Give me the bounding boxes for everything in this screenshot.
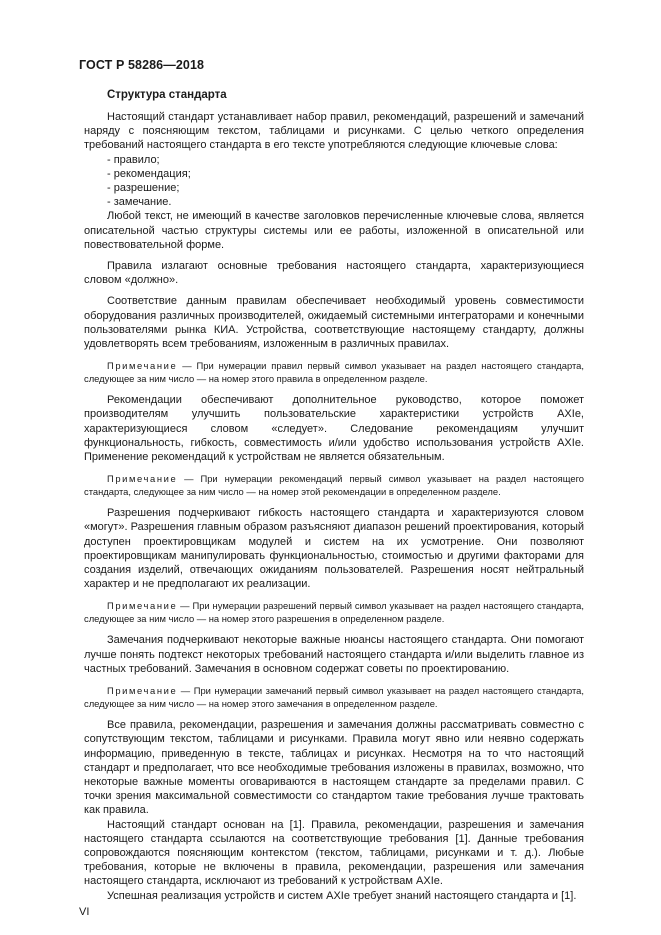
keyword-permission: - разрешение; (107, 182, 180, 195)
paragraph-remarks: Замечания подчеркивают некоторые важные нюансы настоящего стандарта. Они помогают лучше понять подтекст некоторых требований настоящего стандарта и/или выделить главное из частных требований. Замечания в основном содержат советы по проектированию. (84, 634, 584, 675)
keyword-remark: - замечание. (107, 196, 172, 209)
note-label: Примечание (107, 685, 178, 697)
note-text: — При нумерации замечаний первый символ указывает на раздел настоящего стандарта, следующее за ним число — на номер этого замечания в определенном разделе. (84, 685, 584, 710)
keyword-rule: - правило; (107, 153, 160, 166)
note-recommendations (84, 472, 584, 498)
note-label: Примечание (107, 600, 178, 612)
note-remarks (84, 684, 584, 710)
paragraph-combined: Все правила, рекомендации, разрешения и замечания должны рассматривать совместно с сопутствующим текстом, таблицами и рисунками. Правила могут явно или неявно содержать информацию, приведенную в тексте, таблицах и рисунках. Несмотря на то что настоящий стандарт и предполагает, что все необходимые требования изложены в правилах, возможно, что некоторые важные моменты оговариваются в настоящем стандарте за пределами правил. С точки зрения максимальной совместимости со стандартом такие требования лучше трактовать как правила. (84, 719, 584, 817)
paragraph-intro: Настоящий стандарт устанавливает набор правил, рекомендаций, разрешений и замечаний наряду с поясняющим текстом, таблицами и рисунками. С целью четкого определения требований настоящего стандарта в его тексте употребляются следующие ключевые слова: (84, 111, 584, 152)
page-content (84, 88, 584, 903)
paragraph-recommendations: Рекомендации обеспечивают дополнительное руководство, которое поможет производителям улучшить пользовательские характеристики устройств AXIe, характеризующиеся словом «следует». Следование рекомендациям улучшит функциональность, гибкость, совместимость и/или удобство использования устройств AXIe. Применение рекомендаций к устройствам не является обязательным. (84, 394, 584, 464)
document-header: ГОСТ Р 58286—2018 (79, 58, 205, 72)
note-text: — При нумерации рекомендаций первый символ указывает на раздел настоящего стандарта, следующее за ним число — на номер этой рекомендации в определенном разделе. (84, 473, 584, 498)
note-text: — При нумерации правил первый символ указывает на раздел настоящего стандарта, следующее за ним число — на номер этого правила в определенном разделе. (84, 360, 584, 385)
paragraph-conclusion: Успешная реализация устройств и систем AXIe требует знаний настоящего стандарта и [1]. (107, 889, 577, 902)
paragraph-rules: Правила излагают основные требования настоящего стандарта, характеризующиеся словом «должно». (84, 260, 584, 287)
keyword-recommendation: - рекомендация; (107, 167, 191, 180)
note-label: Примечание (107, 473, 178, 485)
paragraph-permissions: Разрешения подчеркивают гибкость настоящего стандарта и характеризуются словом «могут». Разрешения главным образом разъясняют диапазон решений проектирования, который доступен проектировщикам модулей и систем на их усмотрение. Они позволяют проектировщикам манипулировать функциональностью, стоимостью и другими факторами для создания изделий, отвечающих ожиданиям пользователей. Разрешения носят нейтральный характер и не предполагают их реализации. (84, 507, 584, 591)
note-label: Примечание (107, 360, 178, 372)
note-rules (84, 359, 584, 385)
paragraph-rules-compliance: Соответствие данным правилам обеспечивает необходимый уровень совместимости оборудования различных производителей, ожидаемый системными интеграторами и конечными пользователями рынка КИА. Устройства, соответствующие настоящему стандарту, должны удовлетворять всем требованиям, изложенным в различных правилах. (84, 295, 584, 351)
paragraph-basis: Настоящий стандарт основан на [1]. Правила, рекомендации, разрешения и замечания настоящего стандарта ссылаются на соответствующие требования [1]. Данные требования сопровождаются поясняющим контекстом (текстом, таблицами, рисунками и т. д.). Любые требования, которые не включены в правила, рекомендации, разрешения или замечания настоящего стандарта, исключают из требований к устройствам AXIe. (84, 818, 584, 888)
paragraph-descriptive: Любой текст, не имеющий в качестве заголовков перечисленные ключевые слова, является описательной частью структуры системы или ее работы, изложенной в описательной или повествовательной форме. (84, 210, 584, 251)
note-permissions (84, 599, 584, 625)
section-title: Структура стандарта (107, 89, 227, 101)
page-number: VI (79, 906, 90, 918)
note-text: — При нумерации разрешений первый символ указывает на раздел настоящего стандарта, следующее за ним число — на номер этого разрешения в определенном разделе. (84, 600, 584, 625)
